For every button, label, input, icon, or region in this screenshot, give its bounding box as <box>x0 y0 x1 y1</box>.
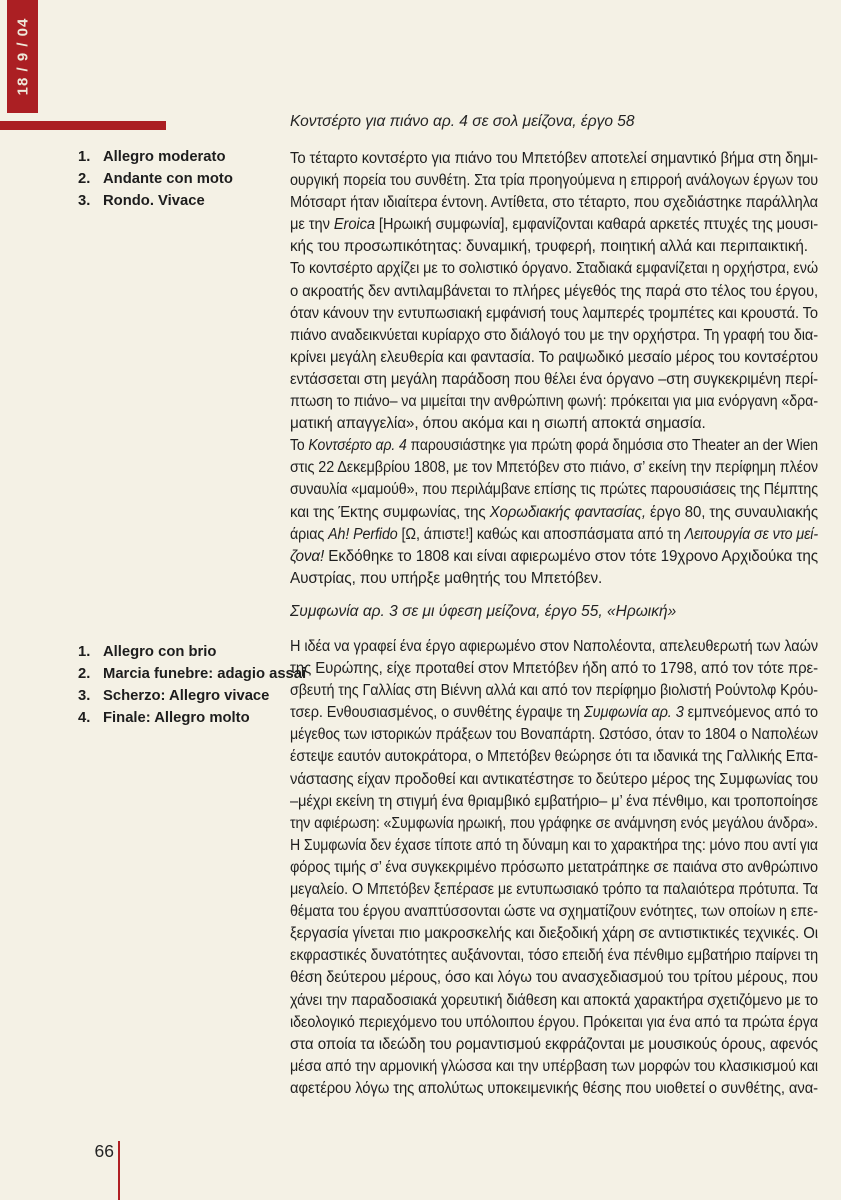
text-line <box>290 658 818 680</box>
text-line-content <box>290 835 818 857</box>
text-line-content <box>290 325 818 347</box>
text-line <box>290 347 818 369</box>
text-line-content <box>290 813 818 835</box>
movement-label: Marcia funebre: adagio assai <box>103 666 307 682</box>
movement-label: Allegro moderato <box>103 149 226 165</box>
text-segment: ματική απαγγελία», όπου ακόμα και η σιωπή αποκτά σημασία. <box>290 415 706 433</box>
text-segment: θέματα του έργου αναπτύσσονται ώστε να σχηματίζουν ενότητες, των οποίων η επε- <box>290 903 818 921</box>
text-segment: έργο 80, της συναυλιακής <box>645 503 818 521</box>
text-line-content <box>290 923 818 945</box>
text-line-content <box>290 546 818 568</box>
text-segment: ξεργασία γίνεται πιο μακροσκελής και διεξοδική χάρη σε αντιστικτικές τεχνικές. Οι <box>290 925 818 943</box>
text-line <box>290 901 818 923</box>
text-segment: κής του προσωπικότητας: δυναμική, τρυφερή, ποιητική αλλά και περιπαικτική. <box>290 238 808 256</box>
text-segment: ο ακροατής δεν αντιλαμβάνεται το πλήρες μέγεθός της παρά στο τέλος του έργου, <box>290 282 818 300</box>
text-segment: άριας <box>290 525 329 543</box>
work2-movements <box>78 641 307 729</box>
text-segment: ιδεολογικό περιεχόμενο του υπόλοιπου έργου. Πρόκειται για ένα από τα πρώτα έργα <box>290 1013 818 1031</box>
text-line-content <box>290 479 818 501</box>
text-line-content <box>290 148 818 170</box>
text-segment: [Ηρωική συμφωνία], εμφανίζονται καθαρά αρκετές πτυχές της μουσι- <box>374 216 818 234</box>
text-segment: φόρος τιμής σ’ ένα συγκεκριμένο πρόσωπο μετατράπηκε σε παιάνα στο ανθρώπινο <box>290 858 818 876</box>
text-line <box>290 457 818 479</box>
italic-text-segment: ζονα! <box>290 547 325 565</box>
text-line <box>290 258 818 280</box>
text-line <box>290 769 818 791</box>
text-line-content <box>290 457 818 479</box>
red-folio-line <box>118 1141 120 1200</box>
text-line <box>290 1078 818 1100</box>
text-line <box>290 281 818 303</box>
text-segment: μεγαλείο. Ο Μπετόβεν ξεπέρασε με εντυπωσιακό τρόπο τα παλαιότερα πρότυπα. Τα <box>290 881 818 899</box>
text-line-content <box>290 680 818 702</box>
text-segment: μέγεθος των ιστορικών πράξεων του Βοναπάρτη. Ωστόσο, όταν το 1804 ο Ναπολέων <box>290 726 818 744</box>
movement-item <box>78 707 288 729</box>
text-segment: έστεψε εαυτόν αυτοκράτορα, ο Μπετόβεν θεώρησε ότι τα ιδανικά της Γαλλικής Επα- <box>290 748 818 766</box>
text-segment: την αφιέρωση: «Συμφωνία ηρωική, που γράφηκε σε ανάμνηση ενός μεγάλου άνδρα». <box>290 814 818 832</box>
text-line <box>290 724 818 746</box>
text-line-content <box>290 391 818 413</box>
italic-text-segment: Κοντσέρτο αρ. 4 <box>308 437 407 455</box>
page-number: 66 <box>94 1141 114 1161</box>
text-line <box>290 148 818 170</box>
text-line <box>290 923 818 945</box>
text-line-content <box>290 524 818 546</box>
text-segment: εντάσσεται στη μεγάλη παράδοση που θέλει ένα όργανο –στη συγκεκριμένη περί- <box>290 370 818 388</box>
text-segment: μέσα από την αρμονική γλώσσα και την υπέρβαση των μορφών του κλασικισμού και <box>290 1057 818 1075</box>
movement-item <box>78 190 288 212</box>
text-segment: με την <box>290 216 334 234</box>
work2-title: Συμφωνία αρ. 3 σε μι ύφεση μείζονα, έργο 55, «Ηρωική» <box>290 603 677 620</box>
text-line <box>290 1056 818 1078</box>
text-segment: συναυλία «μαμούθ», που περιλάμβανε επίσης τις πρώτες παρουσιάσεις της Πέμπτης <box>290 481 818 499</box>
text-segment: Αυστρίας, που υπήρξε μαθητής του Μπετόβεν. <box>290 569 603 587</box>
red-divider-bar <box>0 121 166 130</box>
movement-number: 2. <box>78 171 91 187</box>
text-segment: ουργική πορεία του συνθέτη. Στα τρία προηγούμενα η επιρροή ανάλογων έργων του <box>290 172 818 190</box>
text-line <box>290 236 818 258</box>
italic-text-segment: Συμφωνία αρ. 3 <box>583 704 684 722</box>
text-line <box>290 192 818 214</box>
movement-item <box>78 641 288 663</box>
text-line <box>290 945 818 967</box>
text-line-content <box>290 636 818 658</box>
text-segment: κρίνει μεγάλη ελευθερία και φαντασία. Το ραψωδικό μεσαίο μέρος του κοντσέρτου <box>290 348 818 366</box>
date-tab <box>7 0 38 113</box>
text-line <box>290 546 818 568</box>
text-segment: χάνει την παραδοσιακά χορευτική διάθεση και αποκτά χαρακτήρα σχετιζόμενο με το <box>290 991 818 1009</box>
movement-number: 4. <box>78 710 91 726</box>
work1-title: Κοντσέρτο για πιάνο αρ. 4 σε σολ μείζονα, έργο 58 <box>290 113 635 130</box>
text-line-content <box>290 1056 818 1078</box>
text-line-content <box>290 258 818 280</box>
text-segment: σβευτή της Γαλλίας στη Βιέννη αλλά και από τον περίφημο βιολιστή Ρούντολφ Κρόυ- <box>290 682 818 700</box>
text-segment: Μότσαρτ ήταν ιδιαίτερα έντονη. Αντίθετα, στο τέταρτο, που σχεδιάστηκε παράλληλα <box>290 194 818 212</box>
text-line-content <box>290 413 706 435</box>
text-line-content <box>290 502 818 524</box>
movement-number: 3. <box>78 193 91 209</box>
text-segment: [Ω, άπιστε!] καθώς και αποσπάσματα από τη <box>397 525 685 543</box>
italic-text-segment: Eroica <box>333 216 375 234</box>
text-line <box>290 524 818 546</box>
text-line <box>290 680 818 702</box>
text-line-content <box>290 1012 818 1034</box>
text-line-content <box>290 702 818 724</box>
text-line <box>290 479 818 501</box>
movement-number: 3. <box>78 688 91 704</box>
text-line-content <box>290 967 818 989</box>
text-line <box>290 325 818 347</box>
movement-number: 2. <box>78 666 91 682</box>
text-line <box>290 413 818 435</box>
text-line <box>290 702 818 724</box>
text-line-content <box>290 214 818 236</box>
work1-text <box>290 148 818 590</box>
text-line-content <box>290 369 818 391</box>
text-segment: Εκδόθηκε το 1808 και είναι αφιερωμένο στον τότε 19χρονο Αρχιδούκα της <box>324 547 818 565</box>
text-line <box>290 170 818 192</box>
text-line-content <box>290 347 818 369</box>
text-line <box>290 391 818 413</box>
text-segment: Το τέταρτο κοντσέρτο για πιάνο του Μπετόβεν αποτελεί σημαντικό βήμα στη δημι- <box>290 150 818 167</box>
text-line-content <box>290 1034 818 1056</box>
text-line <box>290 746 818 768</box>
text-line-content <box>290 791 818 813</box>
text-line <box>290 435 818 457</box>
text-line <box>290 636 818 658</box>
movement-label: Finale: Allegro molto <box>103 710 250 726</box>
movement-item <box>78 168 288 190</box>
text-line-content <box>290 1078 818 1100</box>
text-line <box>290 1012 818 1034</box>
text-segment: της Ευρώπης, είχε προταθεί στον Μπετόβεν ήδη από το 1798, από τον τότε πρε- <box>290 660 818 678</box>
text-segment: θέση δεύτερου μέρους, όσο και λόγω του ανασχεδιασμού του τρίτου μέρους, που <box>290 969 818 987</box>
text-line <box>290 214 818 236</box>
work1-movements <box>78 146 288 212</box>
text-segment: πιάνο αναδεικνύεται κυρίαρχο στο διάλογό του με την ορχήστρα. Τη γραφή του δια- <box>290 326 818 344</box>
text-segment: εμπνεόμενος από το <box>683 704 818 722</box>
text-line-content <box>290 170 818 192</box>
text-segment: όταν κάνουν την εντυπωσιακή εμφάνισή τους λαμπερές τρομπέτες και κρουστά. Το <box>290 304 818 322</box>
text-line <box>290 568 818 590</box>
text-line <box>290 990 818 1012</box>
movement-number: 1. <box>78 149 91 165</box>
text-segment: πτωση το πιάνο– να μιμείται την ανθρώπινη φωνή: πρόκειται για μια ενόργανη «δρα- <box>290 393 818 411</box>
text-line-content <box>290 658 818 680</box>
text-line-content <box>290 769 818 791</box>
text-line <box>290 967 818 989</box>
text-line-content <box>290 857 818 879</box>
text-segment: Το κοντσέρτο αρχίζει με το σολιστικό όργανο. Σταδιακά εμφανίζεται η ορχήστρα, ενώ <box>290 260 818 278</box>
text-line <box>290 502 818 524</box>
text-segment: Η ιδέα να γραφεί ένα έργο αφιερωμένο στον Ναπολέοντα, απελευθερωτή των λαών <box>290 638 818 655</box>
movement-label: Andante con moto <box>103 171 233 187</box>
italic-text-segment: Χορωδιακής φαντασίας, <box>489 503 646 521</box>
text-line-content <box>290 281 818 303</box>
text-segment: αφετέρου λόγω της απολύτως υποκειμενικής θέσης που υιοθετεί ο συνθέτης, ανα- <box>290 1079 818 1097</box>
text-line <box>290 835 818 857</box>
movement-label: Allegro con brio <box>103 644 217 660</box>
text-line-content <box>290 990 818 1012</box>
movement-label: Rondo. Vivace <box>103 193 205 209</box>
text-line <box>290 303 818 325</box>
text-segment: Η Συμφωνία δεν έχασε τίποτε από τη δύναμη και το χαρακτήρα της: μόνο που αντί για <box>290 836 818 854</box>
italic-text-segment: Ah! Perfido <box>328 525 398 543</box>
text-segment: στα οποία τα ιδεώδη του ρομαντισμού εκφράζονται με μουσικούς όρους, αφενός <box>290 1035 818 1053</box>
text-line-content <box>290 746 818 768</box>
text-line-content <box>290 435 818 457</box>
text-line <box>290 857 818 879</box>
work2-text <box>290 636 818 1100</box>
movement-item <box>78 146 288 168</box>
movement-item <box>78 663 307 685</box>
text-segment: εκφραστικές δυνατότητες αυξάνονται, τόσο επειδή ένα πένθιμο εμβατήριο παίρνει τη <box>290 947 818 965</box>
text-line-content <box>290 568 602 590</box>
text-segment: στις 22 Δεκεμβρίου 1808, με τον Μπετόβεν στο πιάνο, σ’ εκείνη την περίφημη πλέον <box>290 459 818 477</box>
movement-item <box>78 685 288 707</box>
date-label: 18 / 9 / 04 <box>14 17 31 96</box>
movement-label: Scherzo: Allegro vivace <box>103 688 270 704</box>
text-line <box>290 369 818 391</box>
text-line-content <box>290 236 808 258</box>
movement-number: 1. <box>78 644 91 660</box>
text-line <box>290 1034 818 1056</box>
text-line-content <box>290 901 818 923</box>
text-line-content <box>290 879 818 901</box>
text-line-content <box>290 724 818 746</box>
text-line-content <box>290 945 818 967</box>
text-line <box>290 791 818 813</box>
text-line <box>290 813 818 835</box>
text-line-content <box>290 303 818 325</box>
text-line <box>290 879 818 901</box>
text-segment: νάστασης είχαν προδοθεί και αντικατέστησε το δεύτερο μέρος της Συμφωνίας του <box>290 770 818 788</box>
text-segment: Το <box>290 437 309 455</box>
text-line-content <box>290 192 818 214</box>
text-segment: –μέχρι εκείνη τη στιγμή ένα θριαμβικό εμβατήριο– μ’ ένα πένθιμο, και τροποποίησε <box>290 792 818 810</box>
text-segment: παρουσιάστηκε για πρώτη φορά δημόσια στο Theater an der Wien <box>406 437 818 455</box>
text-segment: τσερ. Ενθουσιασμένος, ο συνθέτης έγραψε τη <box>290 704 584 722</box>
text-segment: και της Έκτης συμφωνίας, της <box>290 503 490 521</box>
italic-text-segment: Λειτουργία σε ντο μεί- <box>684 525 818 543</box>
